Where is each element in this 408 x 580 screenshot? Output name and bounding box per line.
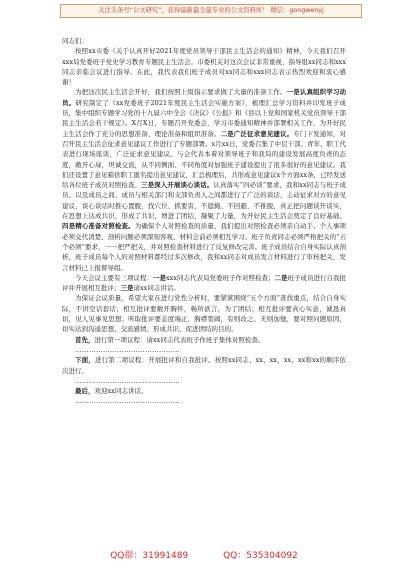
agenda-item-3-label: 三是 — [120, 284, 134, 293]
step-next — [62, 355, 346, 376]
step-last — [62, 386, 346, 396]
step-next-label: 下面， — [75, 356, 95, 365]
agenda-lead: 今天会议主要有三项议程： — [75, 273, 153, 282]
agenda-item-3: 请xx同志讲话。 — [133, 284, 180, 293]
prep-point-2: 二是广泛征求意见建议。 — [220, 129, 294, 138]
promo-banner[interactable]: 关注头条号“公文研究”，获得最新最全最专业的公文资料库！ 微信：gongwenyj — [60, 4, 362, 18]
prep-text-1: 研究制定了《xx党委班子2021年度民主生活会实施方案》，梳理汇总学习资料并印发班子成员，集中组织专题学习党的十九届六中全会《决议》《公报》和《县以上党和国家机关党员领导干部民主生活会若干规定》。X月X日，专题召开党委会，学习市委通知精神并部署相关工作，为开好民主生活会作了充分的思想准备、理论准备和组织准备。 — [62, 98, 347, 138]
agenda-item-2: 班子成员进行自我批评并开展相互批评； — [62, 273, 346, 293]
step-first — [62, 335, 346, 345]
prep-text-2: 专门下发通知，对召开民主生活会征求意见建议工作进行了专题部署。x月xx日，党委召集了中层干部、青年、职工代表进行现场座谈，广泛征求意见建议。与会代表本着对领导班子和我局的建设发展高度负责的态度，敞开心扉，坦诚交流，从不同侧面、不同角度对加强班子建设提出了很多很好的意见建议。我们还设置了意见箱供职工匿名提出意见建议，汇总梳理后，共形成意见建议x个方面xx条，已经发送给各位班子成员对照检查。 — [62, 129, 347, 190]
ellipsis-2: ……………………………………… — [75, 376, 180, 385]
prep-point-4: 四是精心准备对照检查。 — [62, 222, 135, 231]
prep-lead: 为把这次民主生活会开好，我们按照上级指示要求做了大量的准备工作。 — [75, 88, 287, 97]
ellipsis-1: ……………………………………… — [75, 345, 180, 354]
qq-group: QQ群：31991489 — [110, 551, 189, 561]
agenda-item-1: xxx同志代表局党委班子作对照检查； — [166, 273, 275, 282]
prep-point-3: 三是深入开展谈心谈话。 — [140, 181, 214, 190]
agenda-item-1-label: 一是 — [153, 273, 166, 282]
prep-text-3: 认真落实“四必谈”要求，我和xx同志与班子成员、以及成员之间、成员与相关部门和支部负责人之间都进行了广泛的谈话，主动征求对方的意见建议，谈心谈话时推心置腹，找穴位、抓要害，不遮掩、不回避，不推脱，真正把问题谈开谈实，在思想上达成共识，形成了共识，增进了团结，凝聚了力量，为开好民主生活会奠定了良好基础。 — [62, 181, 347, 221]
qq-number: QQ：535304092 — [223, 551, 298, 561]
ellipsis-3: ……………………………………… — [75, 397, 180, 406]
step-next-text: 进行第二项议程：开展批评和自我批评。按照xx同志、xx、xx、xx、xx和xx的顺序依次进行。 — [62, 356, 346, 375]
step-first-label: 首先， — [75, 335, 95, 344]
contact-footer — [0, 548, 408, 561]
greeting: 同志们： — [62, 37, 88, 45]
prep-point-1: 一是认真组织学习动员。 — [62, 88, 347, 107]
agenda-item-2-label: 二是 — [274, 273, 288, 282]
prep-text-4: 为确保个人对照检查的质量，我们提出对照检查必须亲自动手、个人事项必须交代清楚、剖析问题必须深刻客观、材料会前必须相互学习、班子负责同志必须严格把关的“五个必须”要求，一一把严把关，并对照检查材料进行了反复修改完善。班子成员结合自身实际认真剖析，班子成员每个人的对照材料都经过多次修改，我和xx同志对成员发言材料进行了审核把关，发言材料已上报督导组。 — [62, 222, 347, 272]
paragraph-preparation — [62, 87, 346, 272]
step-last-text: 欢迎xx同志讲话。 — [94, 387, 148, 396]
paragraph-intro: 按照xx市委《关于认真开好2021年度党员领导干部民主生活会的通知》精神，今天我们召开xxx局党委班子党史学习教育专题民主生活会。市委机关对这次会议非常重视，指导组xx同志和xxx同志亲临会议进行指导。在此，我代表我们班子成员对xx同志和xxx同志表示热烈欢迎和衷心感谢！ — [62, 47, 346, 87]
step-last-label: 最后， — [75, 387, 95, 396]
step-first-text: 进行第一项议程：请xx同志代表班子作班子集体对照检查。 — [94, 335, 265, 344]
speech-body — [62, 36, 346, 407]
paragraph-requirements: 为保证会议质量，希望大家在进行党性分析时，要紧紧围绕“五个方面”查找重点，结合自身实际，不讲空话套话；相互批评要敞开胸怀，畅所欲言，为了团结；相互批评要真心实意，诚恳真切，见人见事见思想；听取批评要态度端正、胸襟宽阔，有则改之、无则加勉，要对照问题原因，切实达到沟通思想、交流感情、形成共识、促进团结的目的。 — [62, 294, 346, 334]
paragraph-agenda — [62, 273, 346, 294]
